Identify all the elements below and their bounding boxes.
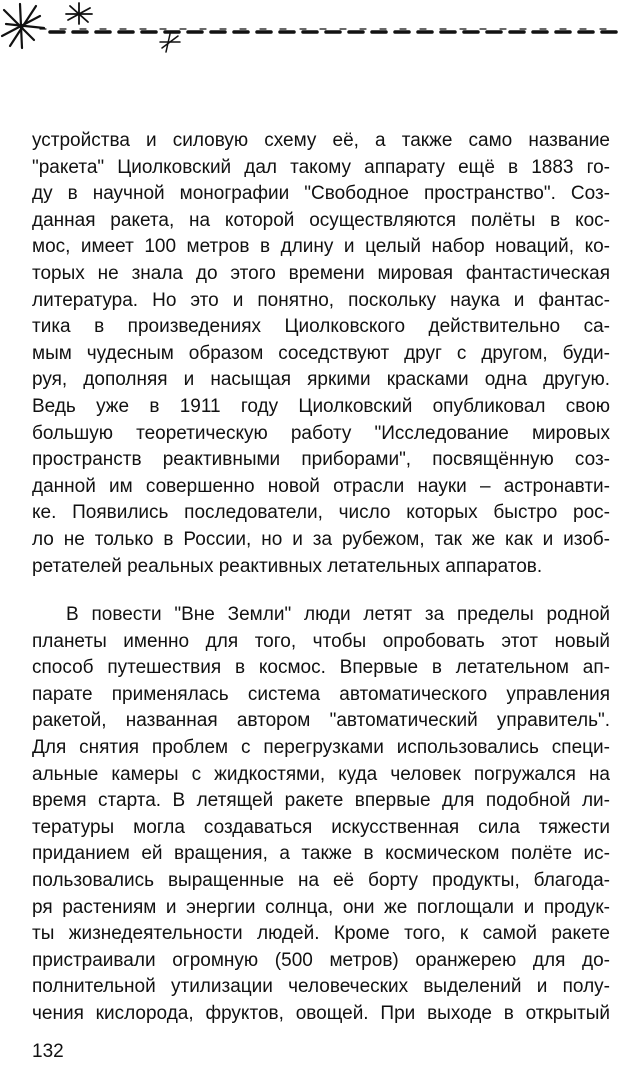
small-star-icon [66,3,92,24]
text-line: данная ракета, на которой осуществляются полёты в кос- [32,209,610,231]
text-line: Для снятия проблем с перегрузками использовались специ- [32,737,610,759]
text-line: ке. Появились последователи, число которых быстро рос- [32,502,610,524]
text-line: ты жизнедеятельности людей. Кроме того, к самой ракете [32,923,610,945]
text-line: ракетой, названная автором "автоматический управитель". [32,710,610,732]
text-line: альные камеры с жидкостями, куда человек погружался на [32,763,610,785]
paragraph-2 [32,602,610,1028]
starburst-icon [2,4,44,48]
text-line: пространств реактивными приборами", посвящённую соз- [32,449,610,471]
text-line: чения кислорода, фруктов, овощей. При выходе в открытый [32,1003,610,1024]
paragraph-gap [32,580,610,602]
text-line: руя, дополняя и насыщая яркими красками одна другую. [32,369,610,391]
text-line: торых не знала до этого времени мировая фантастическая [32,262,610,284]
text-line: тературы могла создаваться искусственная сила тяжести [32,816,610,838]
tiny-star-icon [160,34,180,52]
text-line: большую теоретическую работу "Исследование мировых [32,422,610,444]
text-line: данной им совершенно новой отрасли науки – астронавти- [32,475,610,497]
text-line: литература. Но это и понятно, поскольку наука и фантас- [32,289,610,311]
text-line: ря растениям и энергии солнца, они же поглощали и продук- [32,896,610,918]
text-line: ду в научной монографии "Свободное пространство". Соз- [32,183,610,205]
text-line: время старта. В летящей ракете впервые для подобной ли- [32,790,610,812]
text-line: способ путешествия в космос. Впервые в летательном ап- [32,657,610,679]
text-line: парате применялась система автоматического управления [32,683,610,705]
text-line: планеты именно для того, чтобы опробовать этот новый [32,630,610,652]
text-line: приданием ей вращения, а также в космическом полёте ис- [32,843,610,865]
text-line: полнительной утилизации человеческих выделений и полу- [32,976,610,998]
text-line: "ракета" Циолковский дал такому аппарату ещё в 1883 го- [32,156,610,178]
text-line: ло не только в России, но и за рубежом, так же как и изоб- [32,528,610,550]
text-line: ретателей реальных реактивных летательных аппаратов. [32,555,543,577]
text-line: мым чудесным образом соседствуют друг с другом, буди- [32,342,610,364]
text-line: пристраивали огромную (500 метров) оранжерею для до- [32,949,610,971]
text-line: устройства и силовую схему её, а также само название [32,130,610,151]
text-line: тика в произведениях Циолковского действительно са- [32,316,610,338]
paragraph-1 [32,128,610,580]
page-number: 132 [32,1041,64,1062]
text-line: мос, имеет 100 метров в длину и целый набор новаций, ко- [32,236,610,258]
header-star-ornament [0,0,620,60]
text-line: Ведь уже в 1911 году Циолковский опубликовал свою [32,395,610,417]
text-line: пользовались выращенные на её борту продукты, благода- [32,870,610,892]
text-line: В повести "Вне Земли" люди летят за пределы родной [66,604,610,626]
page-body-text [32,128,610,1028]
